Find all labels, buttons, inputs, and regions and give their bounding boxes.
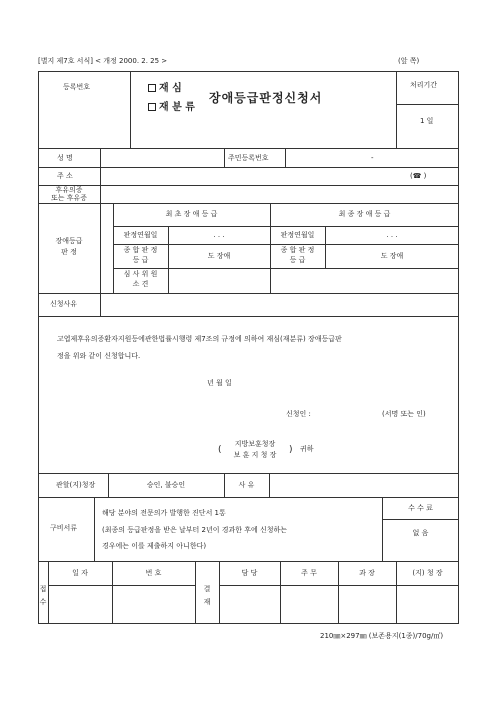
receipt-label: 접 수 bbox=[39, 585, 47, 606]
option-reclassification[interactable]: 재 분 류 bbox=[148, 103, 195, 113]
final-date-label: 판정연월일 bbox=[280, 231, 315, 239]
documents-line3: 경우에는 이를 제출하지 아니한다) bbox=[102, 542, 207, 550]
form-title: 장애등급판정신청서 bbox=[209, 91, 323, 105]
rrn-separator: - bbox=[371, 154, 374, 162]
processing-period-label: 처리기간 bbox=[410, 81, 438, 89]
review-opinion-field[interactable] bbox=[169, 269, 459, 293]
rrn-label: 주민등록번호 bbox=[228, 154, 269, 162]
receipt-number-header: 번 호 bbox=[145, 569, 162, 577]
final-date-field[interactable]: . . . bbox=[386, 231, 398, 239]
fee-label: 수 수 료 bbox=[408, 504, 433, 512]
review-opinion-label: 심 사 위 원 소 견 bbox=[123, 270, 158, 288]
main-officer-header: 주 무 bbox=[301, 569, 317, 577]
documents-line2: (최종의 등급판정을 받은 날부터 2년이 경과한 후에 신청하는 bbox=[102, 526, 288, 534]
decision-reason-field[interactable] bbox=[270, 474, 459, 497]
option-reexamination[interactable]: 재 심 bbox=[148, 84, 182, 94]
receipt-number-field[interactable] bbox=[113, 586, 195, 624]
section-chief-header: 과 장 bbox=[359, 569, 375, 577]
application-statement-line1: 고엽제후유의증환자지원등에관한법률시행령 제7조의 규정에 의하여 재심(재분류) 장애등급판 bbox=[57, 335, 342, 343]
decision-reason-label: 사 유 bbox=[238, 481, 255, 489]
name-field[interactable] bbox=[101, 149, 224, 167]
name-label: 성 명 bbox=[57, 154, 73, 162]
application-date[interactable]: 년 월 일 bbox=[207, 379, 232, 387]
documents-label: 구비서류 bbox=[50, 524, 78, 532]
final-total-label: 종 합 판 정 등 급 bbox=[280, 246, 315, 264]
final-total-grade[interactable]: 도 장애 bbox=[380, 252, 404, 260]
honorific: 귀하 bbox=[300, 445, 314, 453]
grade-section-label: 장애등급 판 정 bbox=[55, 237, 83, 256]
initial-date-label: 판정연월일 bbox=[123, 231, 158, 239]
application-statement-line2: 정을 위와 같이 신청합니다. bbox=[57, 352, 141, 360]
signature-field[interactable]: (서명 또는 인) bbox=[382, 410, 426, 418]
address-field[interactable] bbox=[101, 168, 401, 185]
office-head-header: (지) 청 장 bbox=[412, 569, 443, 577]
phone-field[interactable]: (☎ ) bbox=[410, 172, 427, 180]
reason-field[interactable] bbox=[101, 294, 459, 316]
recipient-paren-left: ( bbox=[218, 445, 222, 455]
fee-value: 없 음 bbox=[412, 529, 429, 537]
recipient-block: 지방보훈청장 보 훈 지 청 장 bbox=[233, 440, 277, 459]
registration-number-label: 등록번호 bbox=[63, 83, 91, 91]
page-side: (앞 쪽) bbox=[398, 57, 420, 65]
applicant-label: 신청인 : bbox=[286, 410, 311, 418]
processing-period-value: 1 일 bbox=[420, 117, 434, 125]
checkbox-icon[interactable] bbox=[148, 103, 156, 111]
decision-field[interactable]: 승인, 불승인 bbox=[146, 481, 186, 489]
documents-line1: 해당 분야의 전문의가 발행한 진단서 1통 bbox=[102, 509, 226, 517]
initial-total-grade[interactable]: 도 장애 bbox=[207, 252, 231, 260]
receipt-date-header: 일 자 bbox=[72, 569, 88, 577]
checkbox-icon[interactable] bbox=[148, 84, 156, 92]
address-label: 주 소 bbox=[57, 172, 73, 180]
reason-label: 신청사유 bbox=[50, 300, 78, 308]
receipt-date-field[interactable] bbox=[49, 586, 112, 624]
recipient-paren-right: ) bbox=[289, 445, 293, 455]
charge-header: 담 당 bbox=[241, 569, 258, 577]
office-label: 관할(지)청장 bbox=[56, 481, 96, 489]
form-number: [별지 제7호 서식] < 개정 2000. 2. 25 > bbox=[38, 57, 168, 65]
initial-grade-header: 최 초 장 애 등 급 bbox=[165, 210, 218, 218]
final-grade-header: 최 종 장 애 등 급 bbox=[338, 210, 391, 218]
disease-label: 후유의증 또는 후유증 bbox=[50, 186, 88, 203]
initial-date-field[interactable]: . . . bbox=[213, 231, 225, 239]
approval-label: 결 재 bbox=[203, 585, 211, 606]
initial-total-label: 종 합 판 정 등 급 bbox=[123, 246, 158, 264]
paper-spec: 210㎜×297㎜ (보존용지(1종)/70g/㎡) bbox=[320, 632, 444, 640]
disease-field[interactable] bbox=[101, 186, 459, 203]
